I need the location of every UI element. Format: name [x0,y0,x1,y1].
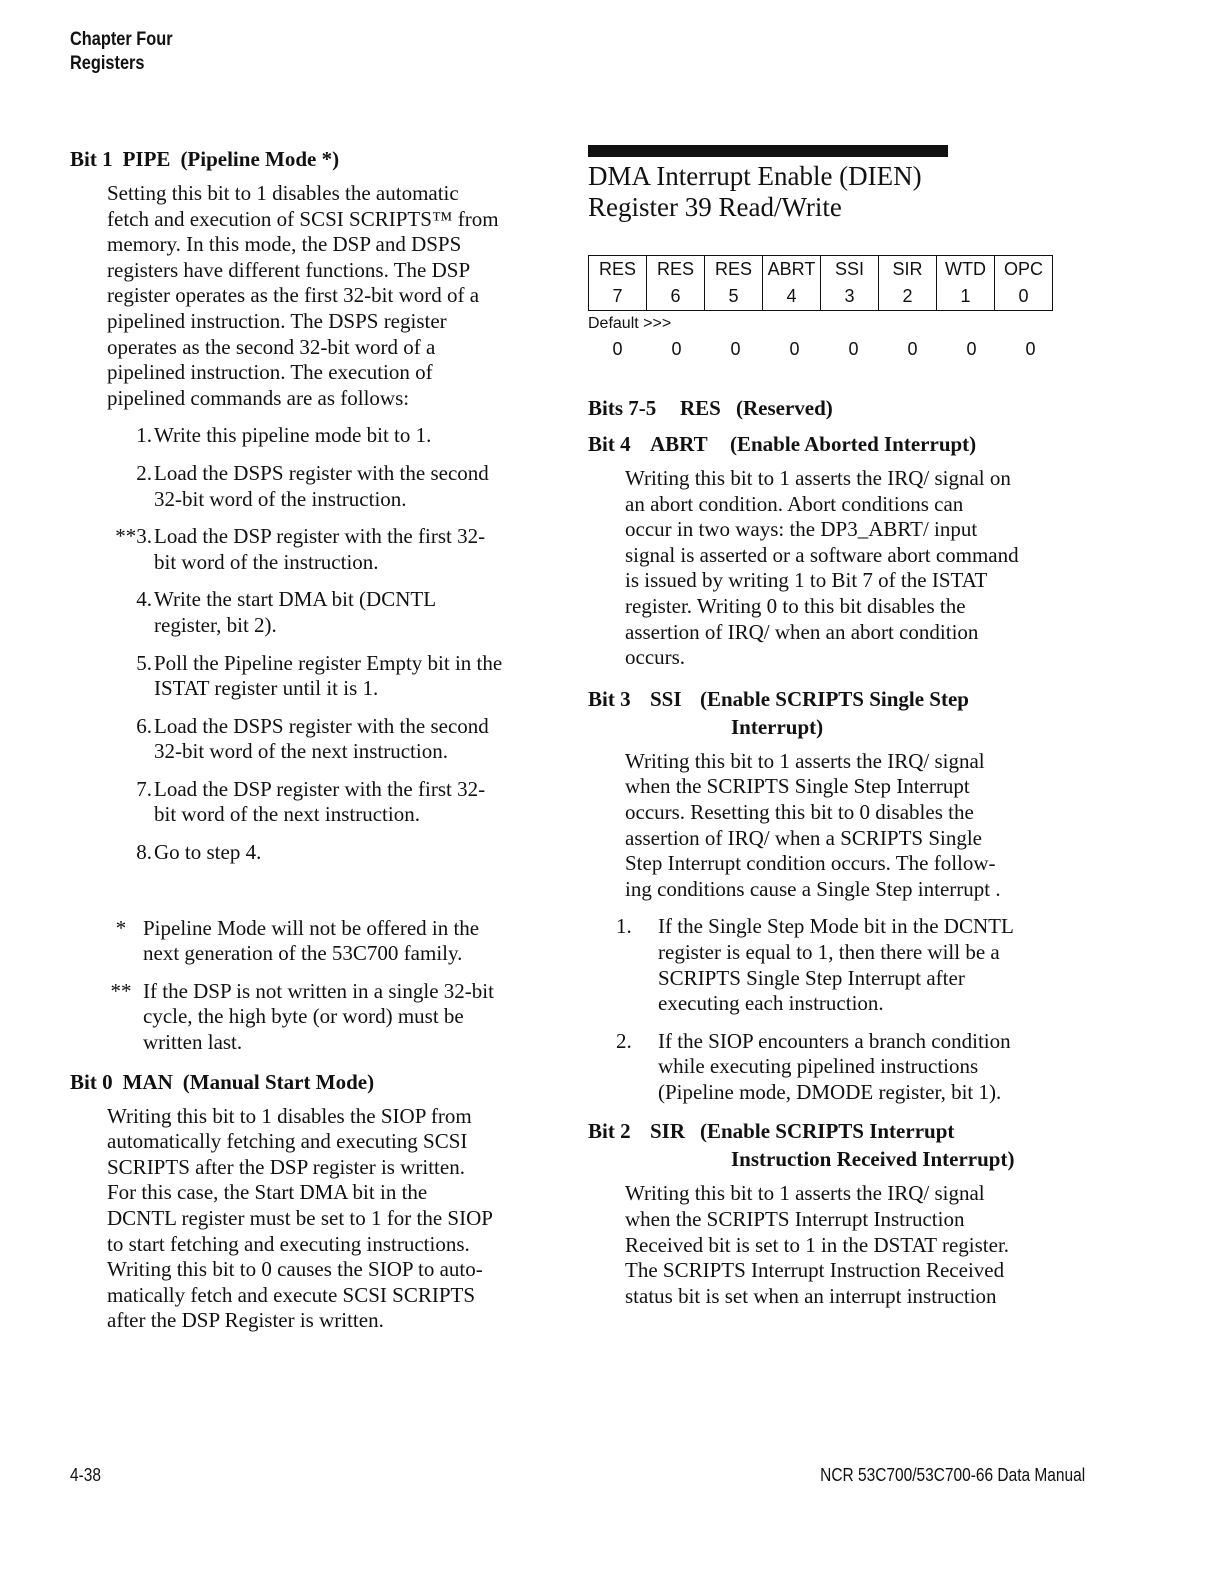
body-line: when the SCRIPTS Interrupt Instruction [625,1207,965,1232]
body-line: registers have different functions. The DSP [107,257,471,282]
sir-body [625,1181,1078,1309]
default-value: 0 [848,339,859,359]
body-line: automatically fetching and executing SCSI [107,1129,468,1154]
default-value: 0 [789,339,800,359]
pipe-body [107,181,560,411]
list-item: 2. Load the DSPS register with the second 32-bit word of the instruction. [136,460,489,511]
register-title: DMA Interrupt Enable (DIEN) [588,161,922,191]
right-column [588,145,1078,1309]
list-item: 1. Write this pipeline mode bit to 1. [136,423,432,448]
ssi-name: SSI [650,686,682,711]
body-line: register operates as the first 32-bit word of a [107,283,480,308]
res-bit: Bits 7-5 [588,396,657,420]
res-desc: (Reserved) [736,396,833,420]
man-name: MAN [122,1069,173,1094]
default-value: 0 [671,339,682,359]
body-line: signal is asserted or a software abort command [625,542,1019,567]
register-bit-table [588,255,1053,311]
list-item: 5. Poll the Pipeline register Empty bit in the ISTAT register until it is 1. [136,650,503,701]
man-heading [70,1068,560,1096]
res-heading [588,394,1078,422]
bit-label-cell: WTD [937,256,995,284]
bit-number-cell: 2 [879,283,937,311]
body-line: Writing this bit to 1 asserts the IRQ/ signal [625,748,985,773]
bit-number-cell: 5 [705,283,763,311]
list-item: 4. Write the start DMA bit (DCNTL register, bit 2). [136,587,437,637]
body-line: to start fetching and executing instructions. [107,1231,470,1256]
body-line: assertion of IRQ/ when an abort condition [625,619,979,644]
body-line: matically fetch and execute SCSI SCRIPTS [107,1282,476,1307]
res-name: RES [680,396,721,420]
list-item: 6. Load the DSPS register with the second 32-bit word of the next instruction. [136,713,489,764]
body-line: pipelined commands are as follows: [107,385,410,410]
body-line: Writing this bit to 0 causes the SIOP to auto- [107,1257,483,1282]
body-line: Setting this bit to 1 disables the automatic [107,181,459,205]
body-line: Writing this bit to 1 disables the SIOP from [107,1103,472,1128]
body-line: is issued by writing 1 to Bit 7 of the ISTAT [625,568,988,593]
ssi-conditions [588,914,1078,1105]
default-value: 0 [612,339,623,359]
default-values [588,339,1078,360]
body-line: Writing this bit to 1 asserts the IRQ/ signal on [625,466,1011,490]
left-column [70,145,560,1334]
default-value: 0 [966,339,977,359]
body-line: memory. In this mode, the DSP and DSPS [107,232,462,257]
ssi-heading [588,685,1078,741]
bit-label-cell: SIR [879,256,937,284]
ssi-desc: (Enable SCRIPTS Single Step [700,686,969,711]
body-line: SCRIPTS after the DSP register is written. [107,1154,465,1179]
ssi-desc-cont: Interrupt) [731,714,824,739]
bit-number-cell: 6 [647,283,705,311]
list-item: **3. Load the DSP register with the first 32- bit word of the instruction. [115,524,486,574]
body-line: fetch and execution of SCSI SCRIPTS™ from [107,206,499,231]
abrt-heading [588,430,1078,458]
body-line: status bit is set when an interrupt instruction [625,1283,997,1308]
body-line: Writing this bit to 1 asserts the IRQ/ signal [625,1181,985,1206]
pipe-bit: Bit 1 [70,147,113,171]
sir-bit: Bit 2 [588,1119,631,1144]
abrt-body [625,466,1078,671]
bit-label-cell: OPC [995,256,1053,284]
bit-label-cell: RES [705,256,763,284]
list-item: 7. Load the DSP register with the first 32- bit word of the next instruction. [136,776,486,827]
man-body [107,1104,560,1334]
body-line: operates as the second 32-bit word of a [107,334,436,359]
body-line: occurs. Resetting this bit to 0 disables the [625,799,974,824]
running-header [70,28,173,76]
page-number: 4-38 [70,1465,101,1485]
abrt-name: ABRT [650,432,708,456]
ssi-bit: Bit 3 [588,686,631,711]
list-item: 2. If the SIOP encounters a branch condition while executing pipelined instructions (Pipeline mode, DMODE register, bit 1). [616,1028,1011,1104]
abrt-desc: (Enable Aborted Interrupt) [730,432,977,456]
section-label: Registers [70,53,145,74]
body-line: register. Writing 0 to this bit disables the [625,593,966,618]
footnote-double: ** If the DSP is not written in a single 32-bit cycle, the high byte (or word) must be written last. [110,978,494,1055]
body-line: The SCRIPTS Interrupt Instruction Received [625,1258,1005,1283]
footnote-single: * Pipeline Mode will not be offered in the next generation of the 53C700 family. [115,915,480,966]
list-item: 8. Go to step 4. [136,840,262,865]
body-line: Step Interrupt condition occurs. The follow- [625,851,996,876]
register-subtitle: Register 39 Read/Write [588,192,842,222]
body-line: when the SCRIPTS Single Step Interrupt [625,774,970,799]
bit-number-cell: 1 [937,283,995,311]
default-label: Default >>> [588,315,672,332]
default-value: 0 [730,339,741,359]
body-line: Received bit is set to 1 in the DSTAT register. [625,1232,1010,1257]
sir-desc: (Enable SCRIPTS Interrupt [700,1119,955,1144]
body-line: occur in two ways: the DP3_ABRT/ input [625,517,978,542]
body-line: an abort condition. Abort conditions can [625,491,964,516]
abrt-bit: Bit 4 [588,432,631,456]
manual-title: NCR 53C700/53C700-66 Data Manual [819,1465,1085,1485]
bit-label-cell: RES [589,256,647,284]
body-line: after the DSP Register is written. [107,1308,384,1333]
man-desc: (Manual Start Mode) [182,1069,375,1094]
list-item: 1. If the Single Step Mode bit in the DCNTL register is equal to 1, then there will be a SCRIPTS Single Step Interrupt after executing each instruction. [616,914,1014,1016]
man-bit: Bit 0 [70,1069,113,1094]
body-line: For this case, the Start DMA bit in the [107,1180,428,1205]
bit-number-cell: 7 [589,283,647,311]
body-line: pipelined instruction. The DSPS register [107,308,447,333]
bit-number-cell: 3 [821,283,879,311]
bit-label-cell: SSI [821,256,879,284]
body-line: assertion of IRQ/ when a SCRIPTS Single [625,825,982,850]
sir-desc-cont: Instruction Received Interrupt) [731,1147,1015,1172]
chapter-label: Chapter Four [70,29,173,50]
pipe-name: PIPE [122,147,171,171]
sir-name: SIR [650,1119,686,1144]
body-line: pipelined instruction. The execution of [107,360,433,385]
sir-heading [588,1117,1078,1173]
body-line: ing conditions cause a Single Step interrupt . [625,876,1001,901]
pipe-heading [70,145,560,173]
bit-number-cell: 0 [995,283,1053,311]
bit-number-cell: 4 [763,283,821,311]
body-line: occurs. [625,645,686,670]
default-value: 0 [1025,339,1036,359]
default-value: 0 [907,339,918,359]
body-line: DCNTL register must be set to 1 for the SIOP [107,1206,493,1230]
title-bar [588,145,948,157]
pipeline-steps [70,423,560,865]
pipe-desc: (Pipeline Mode *) [180,147,340,171]
bit-label-cell: ABRT [763,256,821,284]
bit-label-cell: RES [647,256,705,284]
ssi-body [625,749,1078,903]
